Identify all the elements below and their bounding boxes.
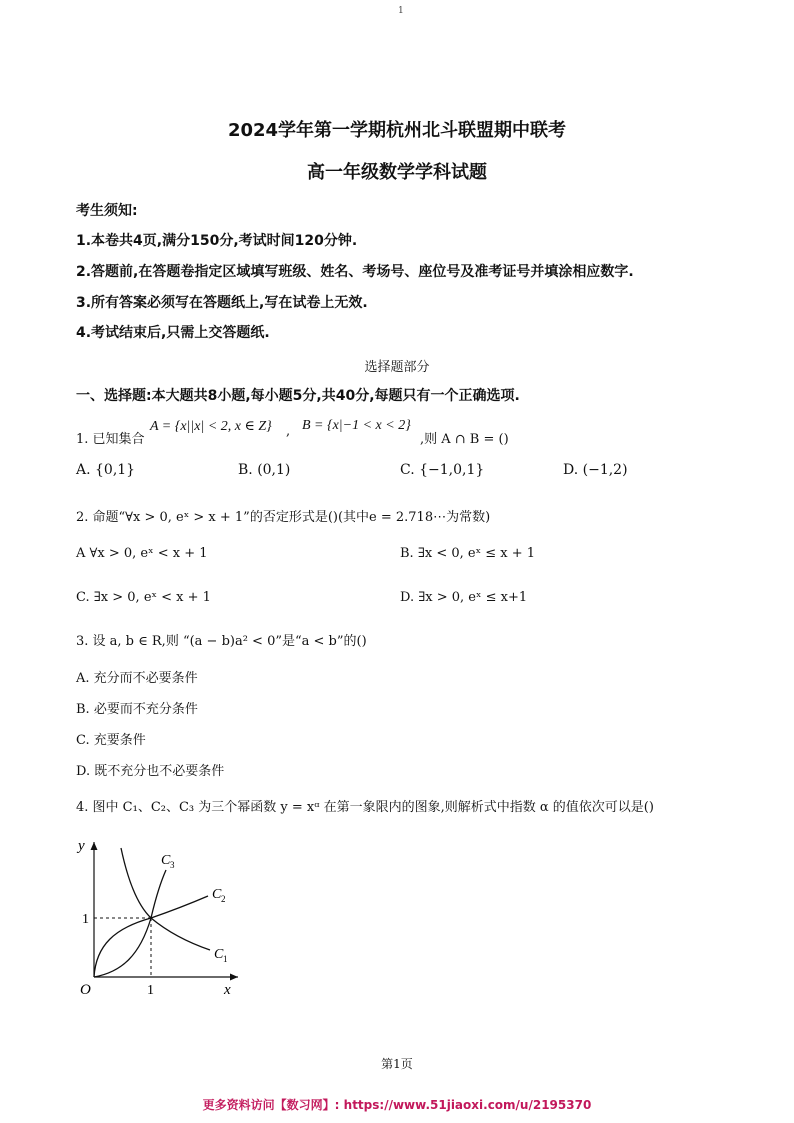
q1-set-a: A = {x||x| < 2, x ∈ Z} (150, 419, 272, 434)
exam-subtitle: 高一年级数学学科试题 (307, 162, 487, 183)
q1-sep: , (286, 424, 291, 439)
q1-stem-prefix: 1. 已知集合 (76, 432, 145, 447)
notice-item: 1.本卷共4页,满分150分,考试时间120分钟. (76, 233, 358, 249)
notice-item: 4.考试结束后,只需上交答题纸. (76, 325, 270, 341)
q3-option-c: C. 充要条件 (76, 733, 146, 748)
q1-option-b: B. (0,1) (238, 462, 291, 478)
c3-label: C (161, 853, 171, 868)
y-axis-arrow-icon (91, 842, 98, 850)
q2-option-c: C. ∃x > 0, eˣ < x + 1 (76, 590, 211, 605)
q1-stem-suffix: ,则 A ∩ B = () (420, 432, 509, 447)
y-axis-label: y (78, 838, 85, 854)
q2-option-d: D. ∃x > 0, eˣ ≤ x+1 (400, 590, 528, 605)
x-tick-label: 1 (147, 983, 154, 998)
part1-intro: 一、选择题:本大题共8小题,每小题5分,共40分,每题只有一个正确选项. (76, 388, 520, 404)
notice-item: 3.所有答案必须写在答题纸上,写在试卷上无效. (76, 295, 368, 311)
exam-title: 2024学年第一学期杭州北斗联盟期中联考 (227, 120, 567, 141)
q3-option-b: B. 必要而不充分条件 (76, 702, 198, 717)
c1-label-sub: 1 (223, 954, 228, 964)
y-tick-label: 1 (82, 912, 89, 927)
power-function-graph (60, 830, 260, 1010)
q1-set-b: B = {x|−1 < x < 2} (302, 418, 411, 433)
origin-label: O (80, 982, 91, 998)
site-link[interactable]: 更多资料访问【数习网】: https://www.51jiaoxi.com/u/2195370 (202, 1098, 592, 1112)
header-mark: 1 (398, 6, 404, 16)
notice-heading: 考生须知: (76, 203, 138, 219)
c3-label-sub: 3 (170, 860, 175, 870)
curve-c3 (94, 870, 166, 977)
section-title: 选择题部分 (364, 360, 430, 375)
x-axis-arrow-icon (230, 974, 238, 981)
q3-option-a: A. 充分而不必要条件 (76, 671, 198, 686)
q3-option-d: D. 既不充分也不必要条件 (76, 764, 225, 779)
c2-label: C (212, 887, 222, 902)
x-axis-label: x (224, 982, 231, 998)
q1-option-d: D. (−1,2) (563, 462, 628, 478)
c1-label: C (214, 947, 224, 962)
notice-item: 2.答题前,在答题卷指定区域填写班级、姓名、考场号、座位号及准考证号并填涂相应数字. (76, 264, 634, 280)
q1-option-a: A. {0,1} (76, 462, 136, 478)
q2-stem: 2. 命题“∀x > 0, eˣ > x + 1”的否定形式是()(其中e = 2.718⋯为常数) (76, 510, 491, 525)
q1-option-c: C. {−1,0,1} (400, 462, 485, 478)
q3-stem: 3. 设 a, b ∈ R,则 “(a − b)a² < 0”是“a < b”的() (76, 634, 367, 649)
q4-stem: 4. 图中 C₁、C₂、C₃ 为三个幂函数 y = xᵅ 在第一象限内的图象,则解析式中指数 α 的值依次可以是() (76, 800, 654, 815)
q2-option-a: A ∀x > 0, eˣ < x + 1 (76, 546, 208, 561)
q2-option-b: B. ∃x < 0, eˣ ≤ x + 1 (400, 546, 536, 561)
c2-label-sub: 2 (221, 894, 226, 904)
page-number: 第1页 (381, 1057, 413, 1071)
